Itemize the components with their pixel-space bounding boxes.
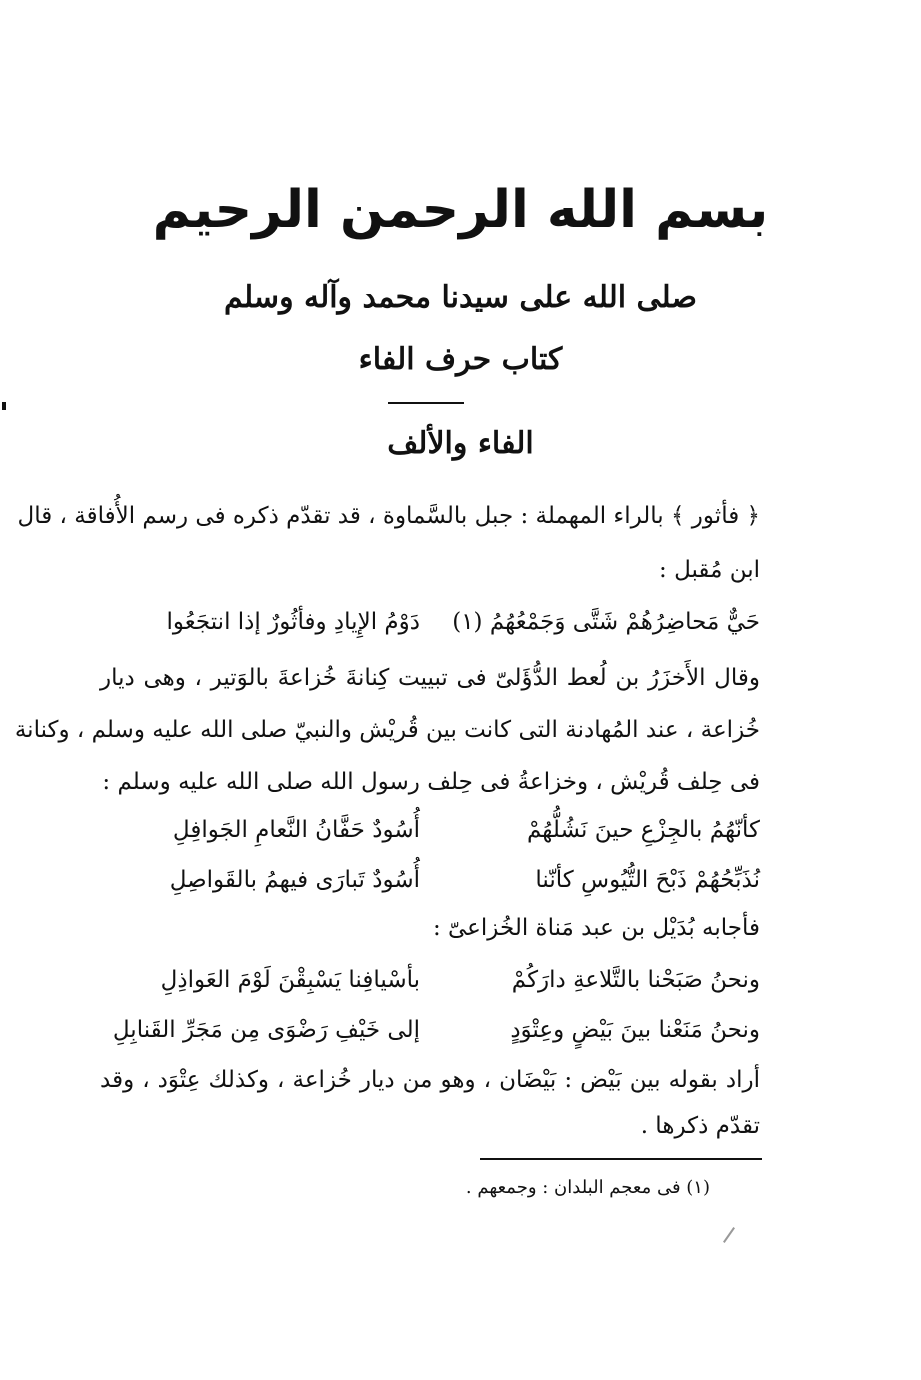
margin-mark [2,402,6,410]
verse-hemistich-second: دَوْمُ الإِيادِ وفأثُورٌ إذا انتجَعُوا [166,609,420,635]
verse-hemistich-first: نُذَبِّحُهُمْ ذَبْحَ التُّيُوسِ كأنّنا [535,867,760,893]
scan-artifact [723,1227,735,1243]
text-line: أراد بقوله بين بَيْض : بَيْضَان ، وهو من ديار خُزاعة ، وكذلك عِتْوَد ، وقد [100,1067,760,1093]
text-line: ﴿ فأثور ﴾ بالراء المهملة : جبل بالسَّماوة ، قد تقدّم ذكره فى رسم الأُفاقة ، قال [17,503,760,529]
basmala-heading: بسم الله الرحمن الرحيم [152,180,769,240]
section-title: الفاء والألف [387,426,534,461]
verse-hemistich-first: كأنّهُمُ بالجِزْعِ حينَ نَشُلُّهُمْ [527,817,760,843]
chapter-title: كتاب حرف الفاء [358,342,563,377]
verse-hemistich-first: ونحنُ مَنَعْنا بينَ بَيْضٍ وعِتْوَدٍ [510,1017,760,1043]
section-divider [388,402,464,404]
text-line: وقال الأَخزَرُ بن لُعط الدُّؤَلىّ فى تبييت كِنانةَ خُزاعةَ بالوَتير ، وهى ديار [100,665,760,691]
verse-hemistich-second: بأسْيافِنا يَسْبِقْنَ لَوْمَ العَواذِلِ [160,967,420,993]
text-line: فأجابه بُدَيْل بن عبد مَناة الخُزاعىّ : [432,915,760,941]
footnote: (١) فى معجم البلدان : وجمعهم . [465,1177,710,1198]
verse-hemistich-first: حَيٌّ مَحاضِرُهُمْ شَتَّى وَجَمْعُهُمُ (١) [452,609,760,635]
verse-hemistich-second: إلى خَيْفِ رَضْوَى مِن مَجَرِّ القَنابِلِ [112,1017,420,1043]
salutation-line: صلى الله على سيدنا محمد وآله وسلم [224,280,697,315]
footnote-divider [480,1158,762,1160]
verse-hemistich-first: ونحنُ صَبَحْنا بالتَّلاعةِ دارَكُمْ [511,967,760,993]
text-line: فى حِلف قُريْش ، وخزاعةُ فى حِلف رسول الله صلى الله عليه وسلم : [102,769,760,795]
text-line: تقدّم ذكرها . [640,1113,760,1139]
verse-hemistich-second: أُسُودٌ حَفَّانُ النَّعامِ الجَوافِلِ [172,817,420,843]
text-line: ابن مُقبل : [659,557,760,583]
verse-hemistich-second: أُسُودٌ تَبارَى فيهمُ بالقَواصِلِ [169,867,420,893]
text-line: خُزاعة ، عند المُهادنة التى كانت بين قُريْش والنبيّ صلى الله عليه وسلم ، وكنانة [14,717,760,743]
